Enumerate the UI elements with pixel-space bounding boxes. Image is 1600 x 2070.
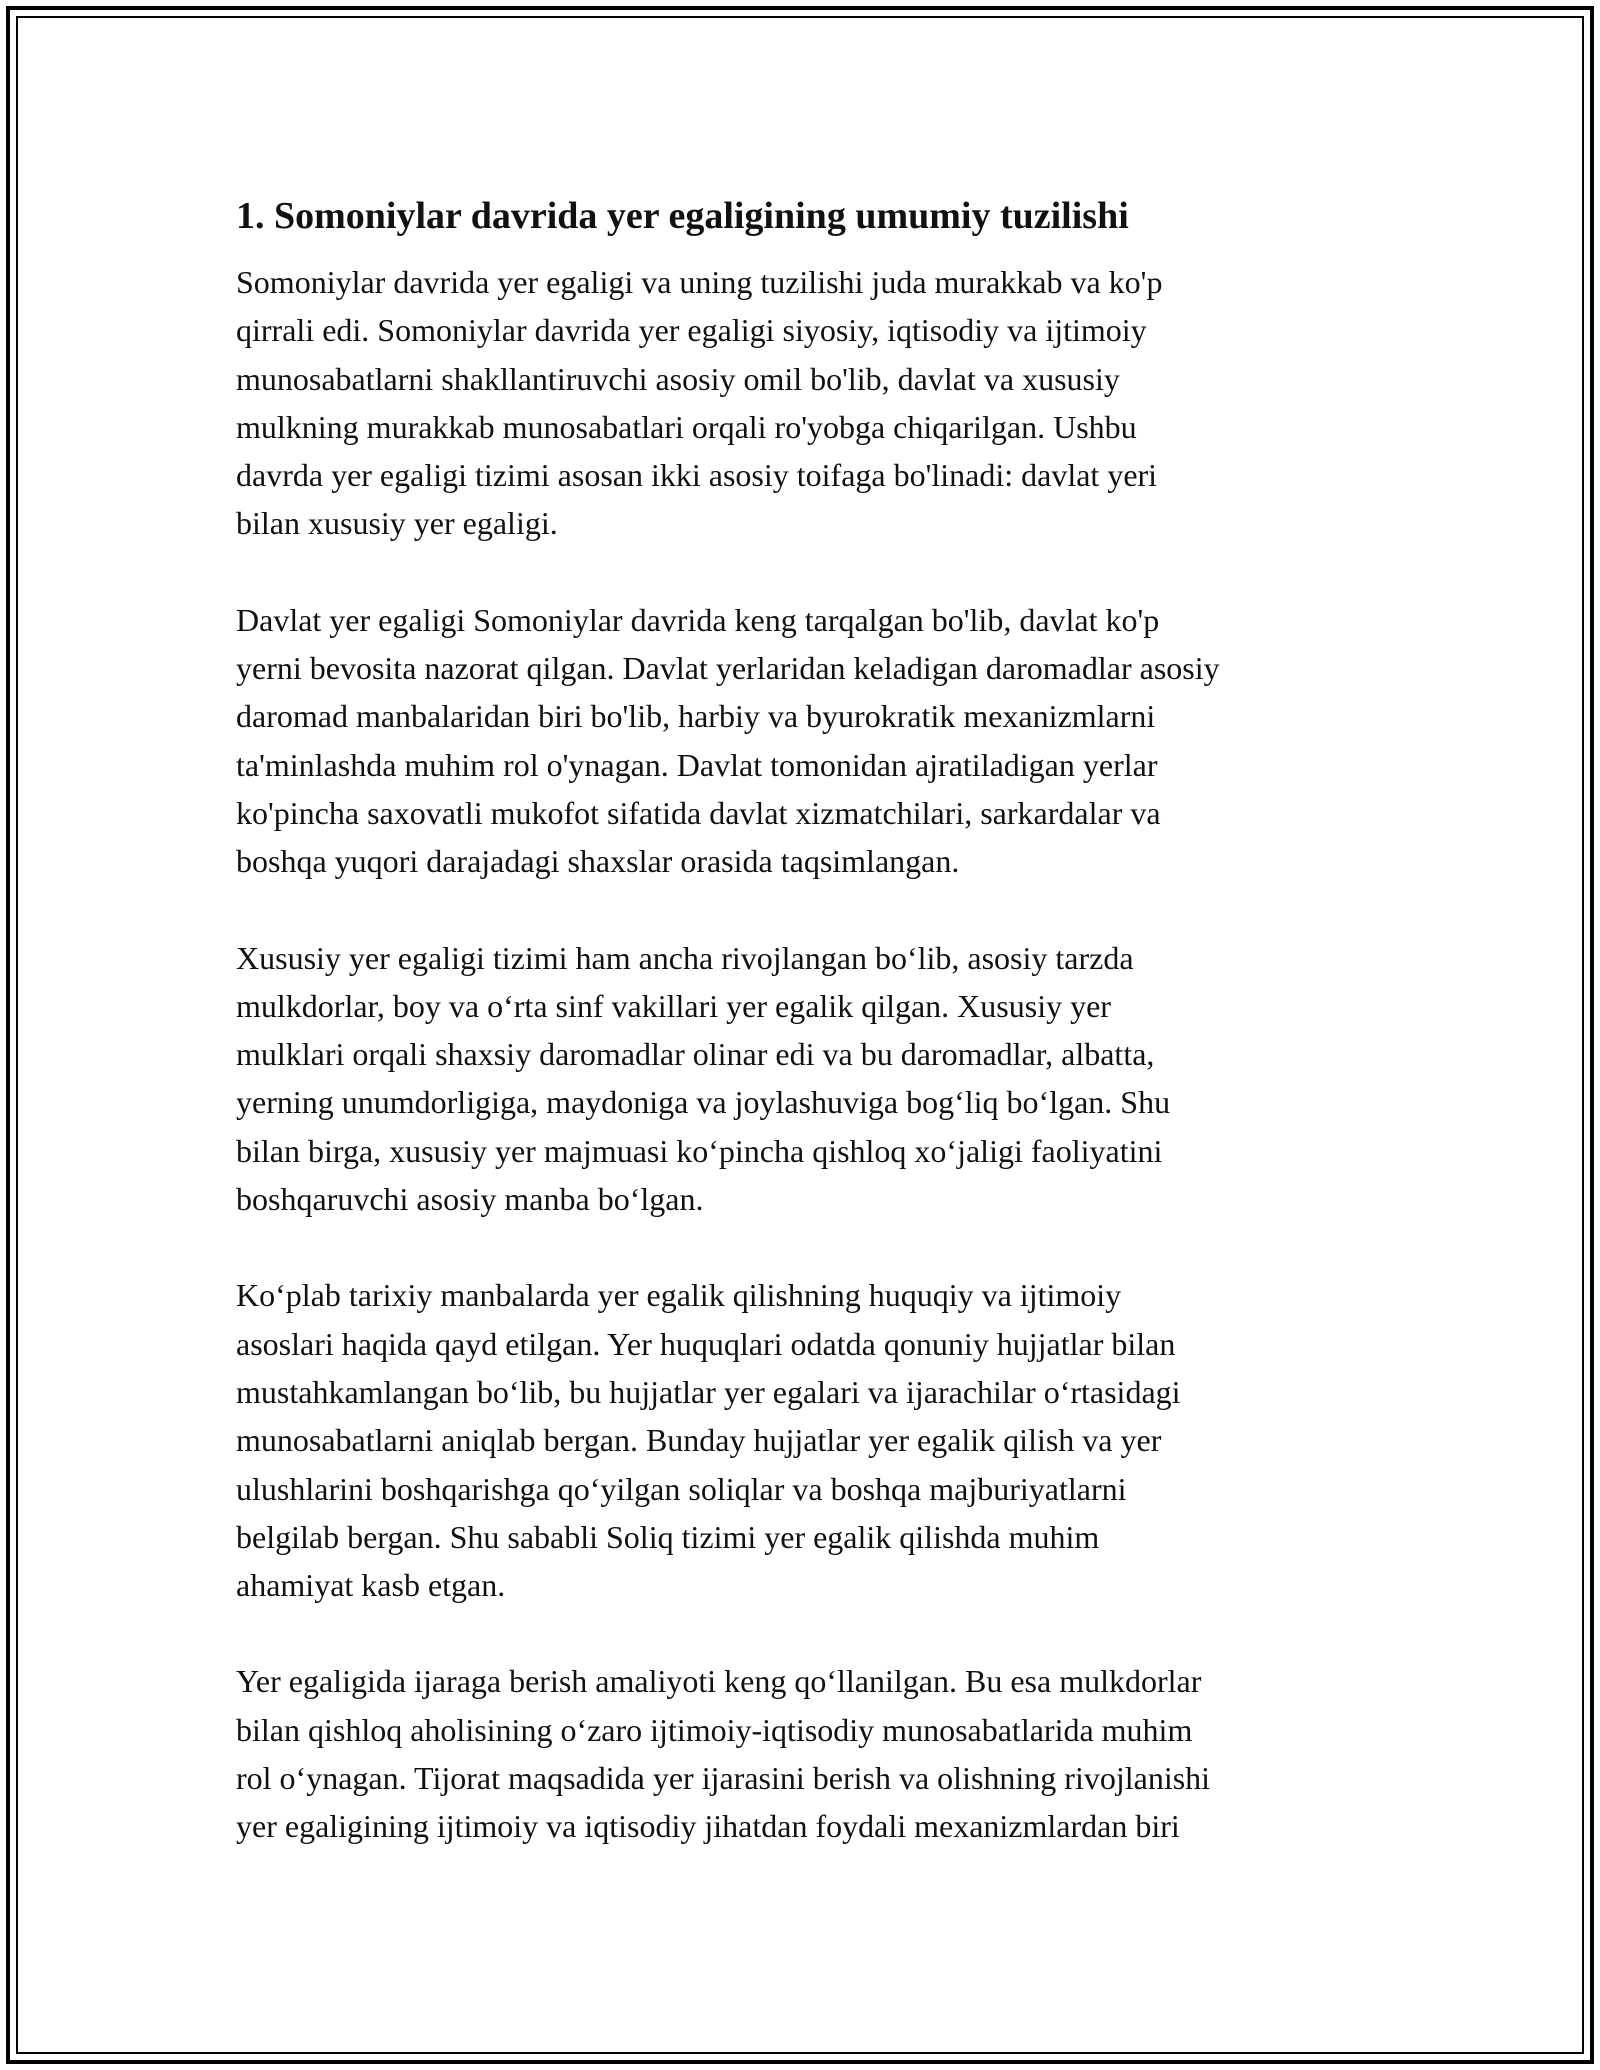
paragraph-5: Yer egaligida ijaraga berish amaliyoti keng qo‘llanilgan. Bu esa mulkdorlar bilan qishloq aholisining o‘zaro ijtimoiy-iqtisodiy munosabatlarida muhim rol o‘ynagan. Tijorat maqsadida yer ijarasini berish va olishning rivojlanishi yer egaligining ijtimoiy va iqtisodiy jihatdan foydali mexanizmlardan biri	[236, 1663, 1211, 1845]
paragraph-4: Ko‘plab tarixiy manbalarda yer egalik qilishning huquqiy va ijtimoiy asoslari haqida qayd etilgan. Yer huquqlari odatda qonuniy hujjatlar bilan mustahkamlangan bo‘lib, bu hujjatlar yer egalari va ijarachilar o‘rtasidagi munosabatlarni aniqlab bergan. Bunday hujjatlar yer egalik qilish va yer ulushlarini boshqarishga qo‘yilgan soliqlar va boshqa majburiyatlarni belgilab bergan. Shu sababli Soliq tizimi yer egalik qilishda muhim ahamiyat kasb etgan.	[236, 1277, 1181, 1604]
section-heading: 1. Somoniylar davrida yer egaligining umumiy tuzilishi	[236, 195, 1129, 237]
paragraph-3: Xususiy yer egaligi tizimi ham ancha rivojlangan bo‘lib, asosiy tarzda mulkdorlar, boy va o‘rta sinf vakillari yer egalik qilgan. Xususiy yer mulklari orqali shaxsiy daromadlar olinar edi va bu daromadlar, albatta, yerning unumdorligiga, maydoniga va joylashuviga bog‘liq bo‘lgan. Shu bilan birga, xususiy yer majmuasi ko‘pincha qishloq xo‘jaligi faoliyatini boshqaruvchi asosiy manba bo‘lgan.	[236, 939, 1171, 1218]
document-body	[236, 188, 1366, 1899]
paragraph-1: Somoniylar davrida yer egaligi va uning tuzilishi juda murakkab va ko'p qirrali edi. Somoniylar davrida yer egaligi siyosiy, iqtisodiy va ijtimoiy munosabatlarni shakllantiruvchi asosiy omil bo'lib, davlat va xususiy mulkning murakkab munosabatlari orqali ro'yobga chiqarilgan. Ushbu davrda yer egaligi tizimi asosan ikki asosiy toifaga bo'linadi: davlat yeri bilan xususiy yer egaligi.	[236, 264, 1163, 542]
paragraph-2: Davlat yer egaligi Somoniylar davrida keng tarqalgan bo'lib, davlat ko'p yerni bevosita nazorat qilgan. Davlat yerlaridan keladigan daromadlar asosiy daromad manbalaridan biri bo'lib, harbiy va byurokratik mexanizmlarni ta'minlashda muhim rol o'ynagan. Davlat tomonidan ajratiladigan yerlar ko'pincha saxovatli mukofot sifatida davlat xizmatchilari, sarkardalar va boshqa yuqori darajadagi shaxslar orasida taqsimlangan.	[236, 601, 1220, 880]
